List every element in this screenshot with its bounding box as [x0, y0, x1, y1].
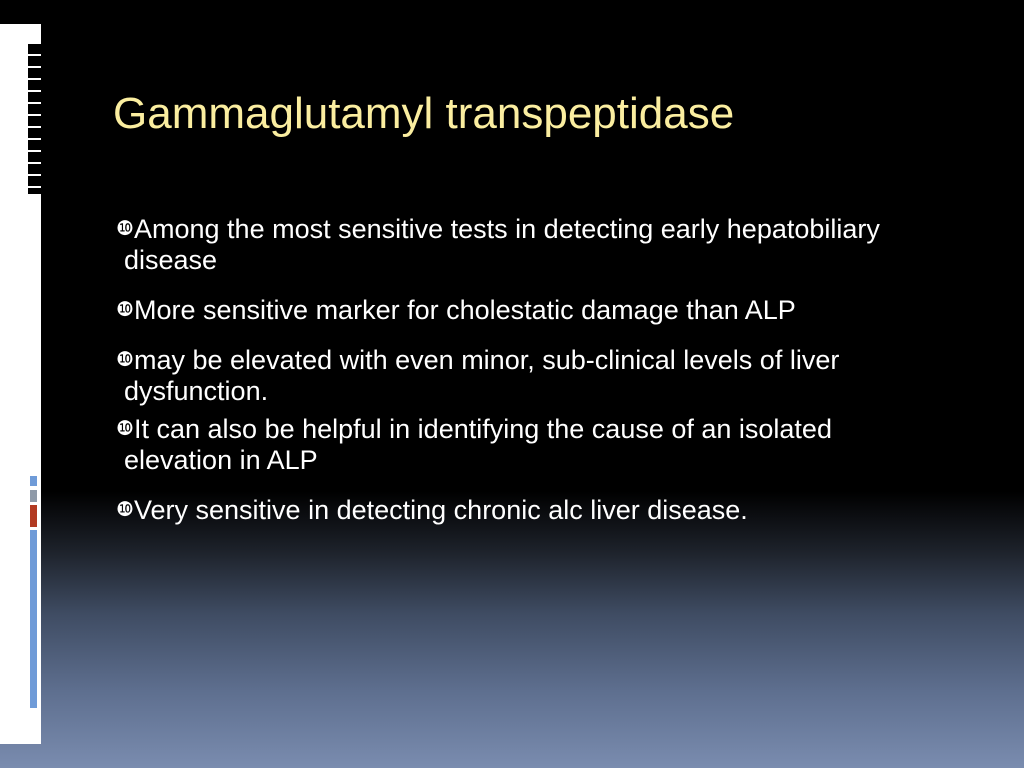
bullet-text: Very sensitive in detecting chronic alc liver disease. — [134, 495, 748, 525]
bullet-text: may be elevated with even minor, sub-clinical levels of liver dysfunction. — [124, 345, 840, 406]
bullet-item — [116, 495, 946, 526]
accent-bar-red — [30, 505, 37, 527]
bullet-list — [116, 214, 946, 545]
accent-bar-blue-small — [30, 476, 37, 486]
bullet-item — [116, 214, 946, 276]
accent-bar-blue-long — [30, 530, 37, 708]
bullet-text: More sensitive marker for cholestatic damage than ALP — [134, 295, 796, 325]
bullet-marker-icon: ❿ — [116, 418, 134, 440]
bullet-marker-icon: ❿ — [116, 349, 134, 371]
bullet-item — [116, 414, 946, 476]
accent-bar-gray — [30, 490, 37, 502]
bullet-text: It can also be helpful in identifying the cause of an isolated elevation in ALP — [124, 414, 832, 475]
bullet-item — [116, 345, 946, 407]
bullet-marker-icon: ❿ — [116, 218, 134, 240]
bullet-marker-icon: ❿ — [116, 299, 134, 321]
side-decoration-lines — [28, 44, 41, 194]
bullet-marker-icon: ❿ — [116, 499, 134, 521]
bullet-item — [116, 295, 946, 326]
bullet-text: Among the most sensitive tests in detecting early hepatobiliary disease — [124, 214, 880, 275]
slide-title: Gammaglutamyl transpeptidase — [113, 89, 735, 138]
